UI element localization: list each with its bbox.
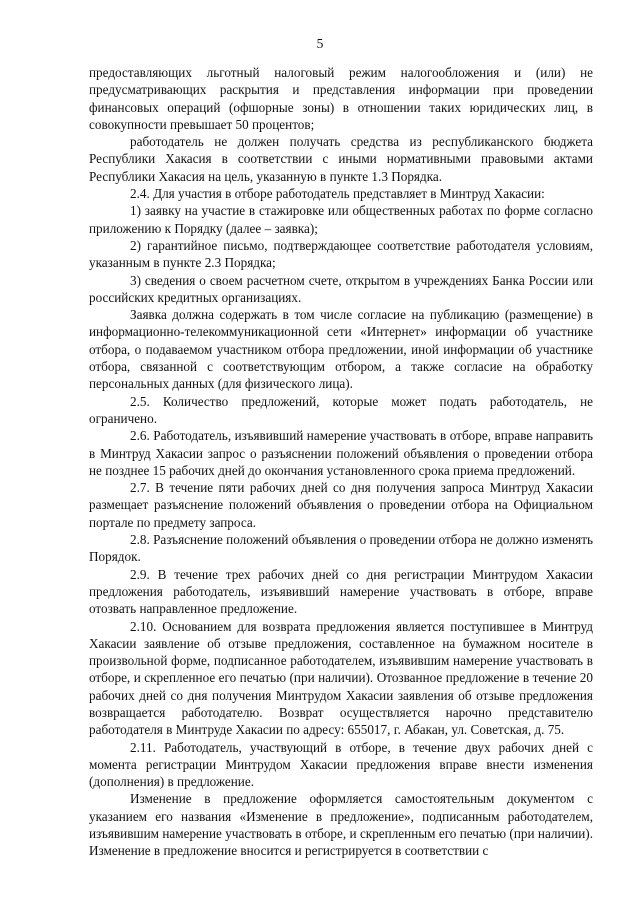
paragraph-2-7: 2.7. В течение пяти рабочих дней со дня получения запроса Минтруд Хакасии размещает разъяснение положений объявления о проведении отбора на Официальном портале по предмету запроса. — [89, 480, 593, 530]
paragraph-amendment-format: Изменение в предложение оформляется самостоятельным документом с указанием его названия «Изменение в предложение», подписанным работодателем, изъявившим намерение участвовать в отборе, и скрепленным его печатью (при наличии). Изменение в предложение вносится и регистрируется в соответствии с — [89, 791, 593, 859]
paragraph-2-4: 2.4. Для участия в отборе работодатель представляет в Минтруд Хакасии: — [130, 186, 545, 202]
paragraph-employer-budget-condition: работодатель не должен получать средства из республиканского бюджета Республики Хакасия в соответствии с иными нормативными правовыми актами Республики Хакасия на цель, указанную в пункте 1.3 Порядка. — [89, 134, 593, 184]
paragraph-2-11: 2.11. Работодатель, участвующий в отборе, в течение двух рабочих дней с момента регистрации Минтрудом Хакасии предложения вправе внести изменения (дополнения) в предложение. — [89, 739, 593, 790]
paragraph-continuation: предоставляющих льготный налоговый режим налогообложения и (или) не предусматривающих раскрытия и представления информации при проведении финансовых операций (офшорные зоны) в отношении таких юридических лиц, в совокупности превышает 50 процентов; — [89, 65, 593, 132]
paragraph-application-consent: Заявка должна содержать в том числе согласие на публикацию (размещение) в информационно-телекоммуникационной сети «Интернет» информации об участнике отбора, о подаваемом участником отбора предложении, иной информации об участнике отбора, связанной с соответствующим отбором, а также согласие на обработку персональных данных (для физического лица). — [89, 307, 593, 392]
paragraph-2-9: 2.9. В течение трех рабочих дней со дня регистрации Минтрудом Хакасии предложения работодатель, изъявивший намерение участвовать в отборе, вправе отозвать направленное предложение. — [89, 566, 593, 617]
paragraph-2-10: 2.10. Основанием для возврата предложения является поступившее в Минтруд Хакасии заявление об отзыве предложения, составленное на бумажном носителе в произвольной форме, подписанное работодателем, изъявившим намерение участвовать в отборе, и скрепленное его печатью (при наличии). Отозванное предложение в течение 20 рабочих дней со дня получения Минтрудом Хакасии заявления об отзыве предложения возвращается работодателю. Возврат осуществляется нарочно представителю работодателя в Минтруде Хакасии по адресу: 655017, г. Абакан, ул. Советская, д. 75. — [89, 618, 593, 738]
paragraph-2-6: 2.6. Работодатель, изъявивший намерение участвовать в отборе, вправе направить в Минтруд Хакасии запрос о разъяснении положений объявления о проведении отбора не позднее 15 рабочих дней до окончания установленного срока приема предложений. — [89, 428, 593, 478]
list-item-2-guarantee-letter: 2) гарантийное письмо, подтверждающее соответствие работодателя условиям, указанным в пункте 2.3 Порядка; — [89, 237, 593, 271]
list-item-1-application: 1) заявку на участие в стажировке или общественных работах по форме согласно приложению к Порядку (далее – заявка); — [89, 203, 593, 236]
list-item-3-bank-account: 3) сведения о своем расчетном счете, открытом в учреждениях Банка России или российских кредитных организациях. — [89, 272, 593, 305]
paragraph-2-8: 2.8. Разъяснение положений объявления о проведении отбора не должно изменять Порядок. — [89, 532, 593, 565]
page-number: 5 — [316, 36, 324, 51]
document-body — [89, 64, 593, 860]
paragraph-2-5: 2.5. Количество предложений, которые может подать работодатель, не ограничено. — [89, 393, 593, 426]
